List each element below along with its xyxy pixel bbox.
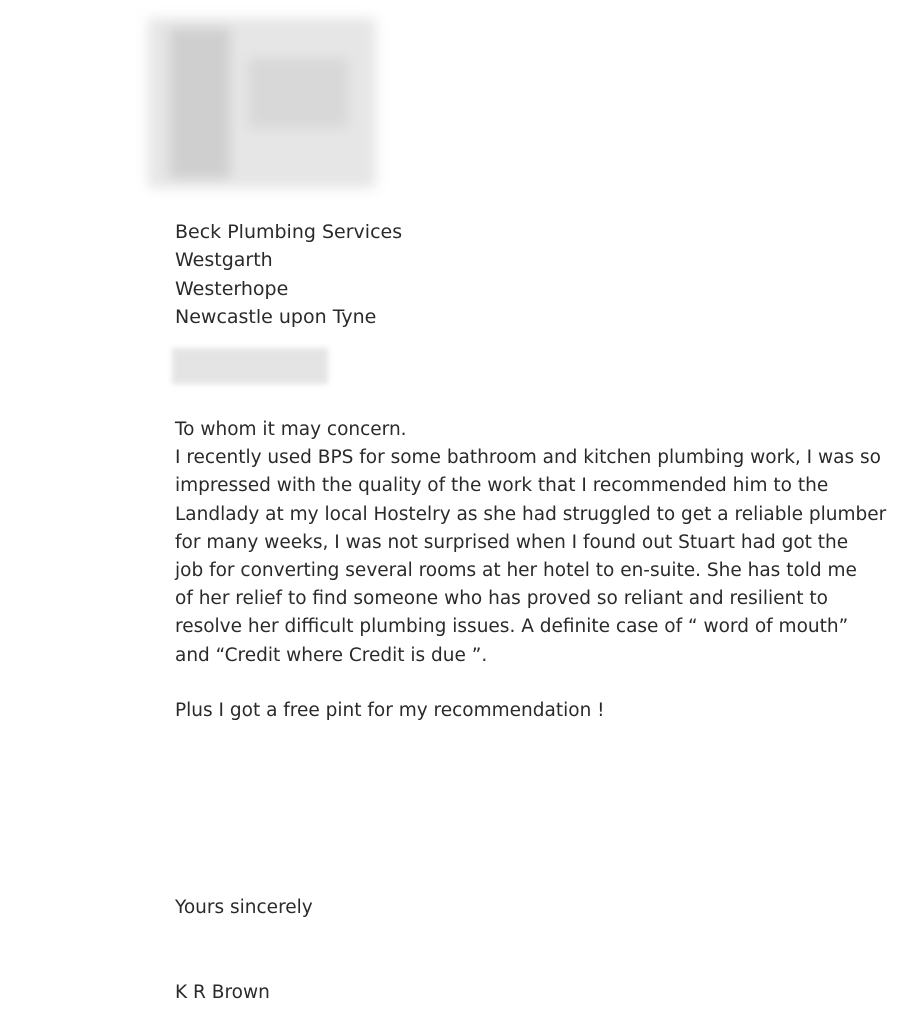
- body-line: Landlady at my local Hostelry as she had struggled to get a reliable plumber: [175, 503, 887, 525]
- redacted-sender-address: [148, 18, 376, 188]
- recipient-line: Westgarth: [175, 249, 273, 272]
- body-line: impressed with the quality of the work that I recommended him to the: [175, 475, 829, 497]
- body-line: resolve her difficult plumbing issues. A definite case of “ word of mouth”: [175, 616, 849, 638]
- letter-body: [175, 416, 905, 670]
- redacted-date: [172, 348, 328, 384]
- recipient-line: Beck Plumbing Services: [175, 221, 403, 243]
- body-line: and “Credit where Credit is due ”.: [175, 644, 488, 666]
- recipient-address: [175, 218, 402, 331]
- body-line: job for converting several rooms at her hotel to en-suite. She has told me: [175, 560, 857, 582]
- body-line: of her relief to find someone who has proved so reliant and resilient to: [175, 588, 828, 610]
- postscript: Plus I got a free pint for my recommendation !: [175, 700, 605, 721]
- salutation: To whom it may concern.: [175, 419, 407, 440]
- body-line: for many weeks, I was not surprised when I found out Stuart had got the: [175, 531, 849, 553]
- closing: Yours sincerely: [175, 897, 313, 918]
- recipient-line: Newcastle upon Tyne: [175, 305, 377, 328]
- body-line: I recently used BPS for some bathroom and kitchen plumbing work, I was so: [175, 447, 881, 469]
- recipient-line: Westerhope: [175, 277, 289, 300]
- signature-name: K R Brown: [175, 982, 270, 1003]
